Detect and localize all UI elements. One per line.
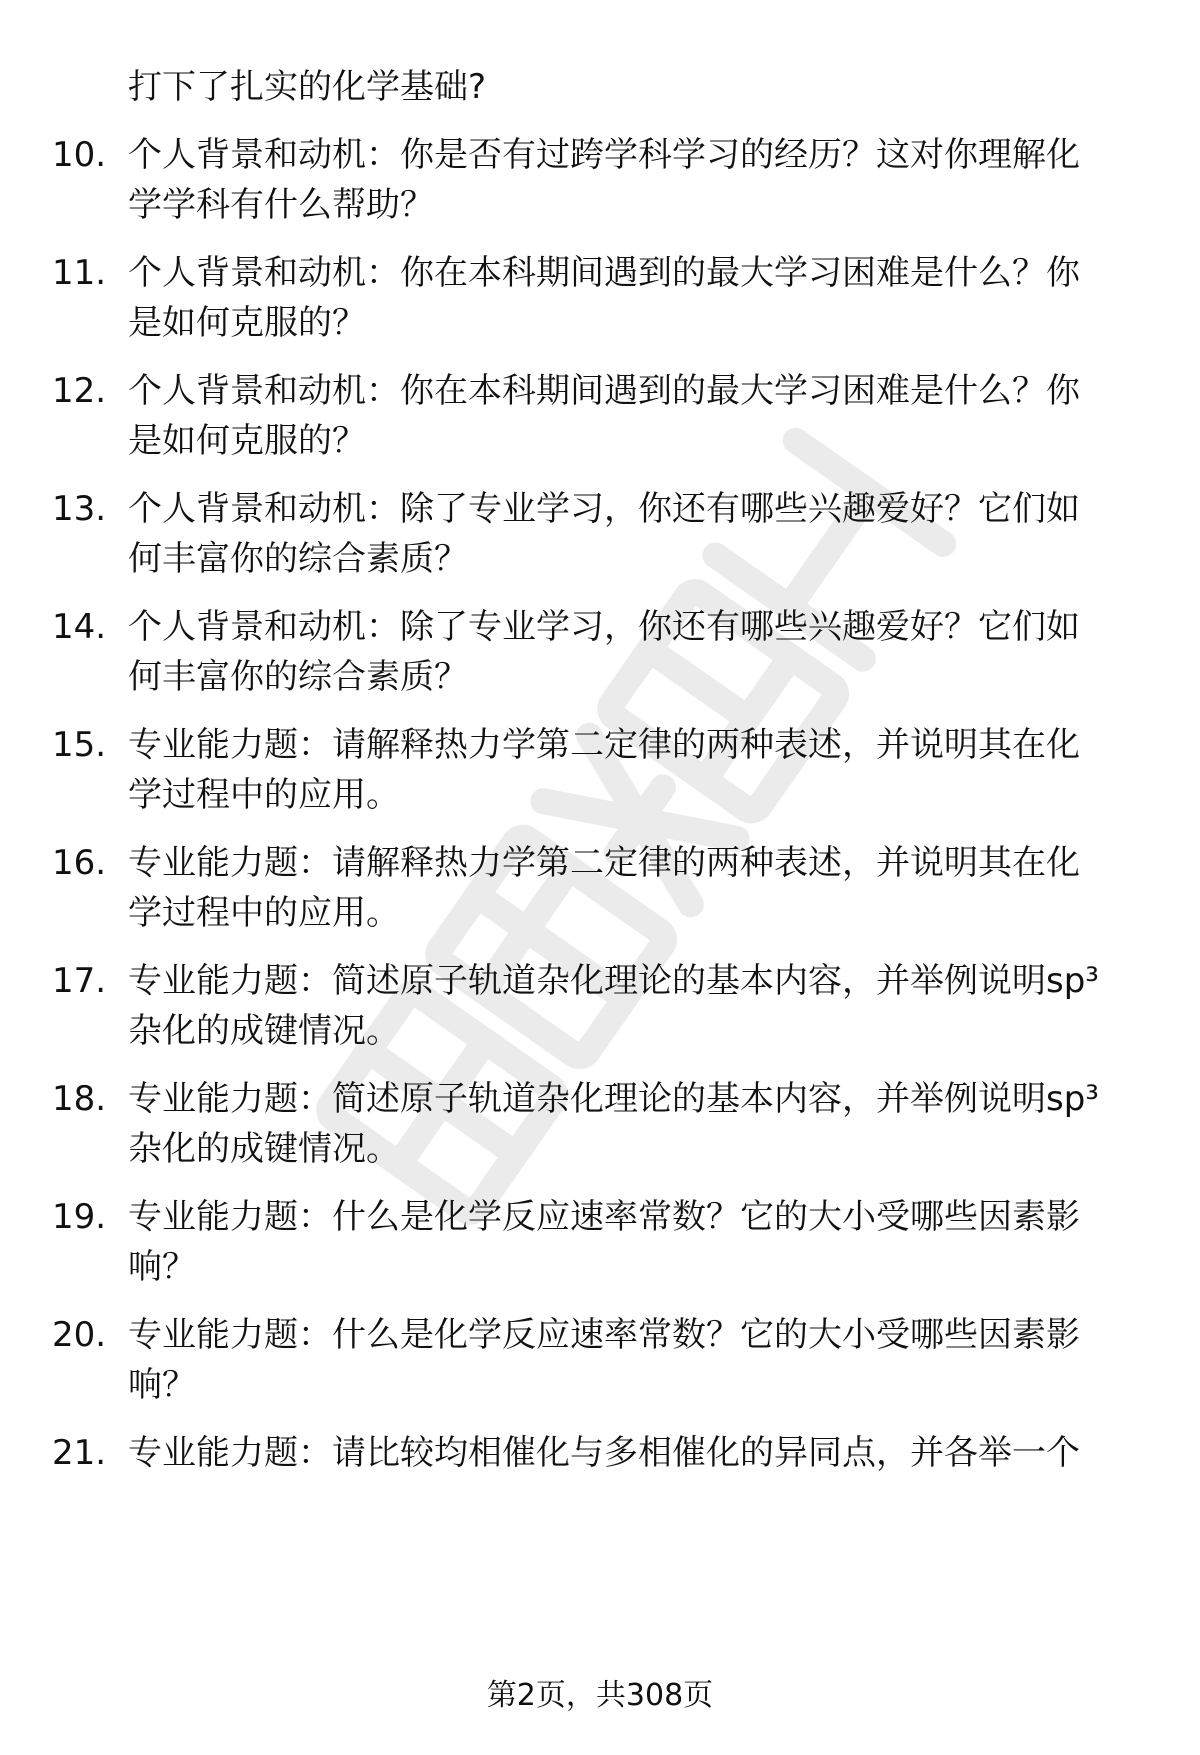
item-number: 14.	[52, 607, 107, 647]
item-line: 何丰富你的综合素质？	[128, 657, 468, 697]
item-line: 学过程中的应用。	[128, 775, 400, 815]
item-line: 学学科有什么帮助？	[128, 185, 434, 225]
item-number: 16.	[52, 843, 107, 883]
item-number: 17.	[52, 961, 107, 1001]
continuation-text: 打下了扎实的化学基础?	[128, 67, 487, 107]
item-line: 响？	[128, 1365, 196, 1405]
item-line: 学过程中的应用。	[128, 893, 400, 933]
item-number: 15.	[52, 725, 107, 765]
item-number: 18.	[52, 1079, 107, 1119]
item-line: 是如何克服的？	[128, 303, 366, 343]
item-text	[128, 366, 1158, 466]
item-text	[128, 1192, 1158, 1292]
item-line: 专业能力题：请比较均相催化与多相催化的异同点，并各举一个	[128, 1433, 1080, 1473]
item-number: 10.	[52, 135, 107, 175]
item-number: 11.	[52, 253, 107, 293]
item-line: 专业能力题：请解释热力学第二定律的两种表述，并说明其在化	[128, 843, 1080, 883]
item-number: 19.	[52, 1197, 107, 1237]
item-line: 个人背景和动机：除了专业学习，你还有哪些兴趣爱好？它们如	[128, 489, 1080, 529]
item-text	[128, 838, 1158, 938]
item-line: 是如何克服的？	[128, 421, 366, 461]
item-line: 个人背景和动机：除了专业学习，你还有哪些兴趣爱好？它们如	[128, 607, 1080, 647]
item-line: 专业能力题：请解释热力学第二定律的两种表述，并说明其在化	[128, 725, 1080, 765]
page-footer: 第2页，共308页	[486, 1678, 714, 1713]
item-text	[128, 1074, 1158, 1174]
item-text	[128, 720, 1158, 820]
item-number: 21.	[52, 1433, 107, 1473]
item-number: 20.	[52, 1315, 107, 1355]
item-line: 专业能力题：简述原子轨道杂化理论的基本内容，并举例说明sp³	[128, 1079, 1099, 1119]
item-line: 响？	[128, 1247, 196, 1287]
item-line: 专业能力题：什么是化学反应速率常数？它的大小受哪些因素影	[128, 1197, 1080, 1237]
item-text	[128, 1428, 1158, 1478]
item-line: 何丰富你的综合素质？	[128, 539, 468, 579]
item-line: 专业能力题：简述原子轨道杂化理论的基本内容，并举例说明sp³	[128, 961, 1099, 1001]
item-line: 杂化的成键情况。	[128, 1129, 400, 1169]
item-text	[128, 602, 1158, 702]
item-number: 13.	[52, 489, 107, 529]
item-line: 个人背景和动机：你是否有过跨学科学习的经历？这对你理解化	[128, 135, 1080, 175]
item-text	[128, 248, 1158, 348]
item-text	[128, 130, 1158, 230]
item-text	[128, 1310, 1158, 1410]
item-number: 12.	[52, 371, 107, 411]
item-line: 个人背景和动机：你在本科期间遇到的最大学习困难是什么？你	[128, 371, 1080, 411]
item-text	[128, 956, 1158, 1056]
item-line: 杂化的成键情况。	[128, 1011, 400, 1051]
item-line: 专业能力题：什么是化学反应速率常数？它的大小受哪些因素影	[128, 1315, 1080, 1355]
item-text	[128, 484, 1158, 584]
item-line: 个人背景和动机：你在本科期间遇到的最大学习困难是什么？你	[128, 253, 1080, 293]
